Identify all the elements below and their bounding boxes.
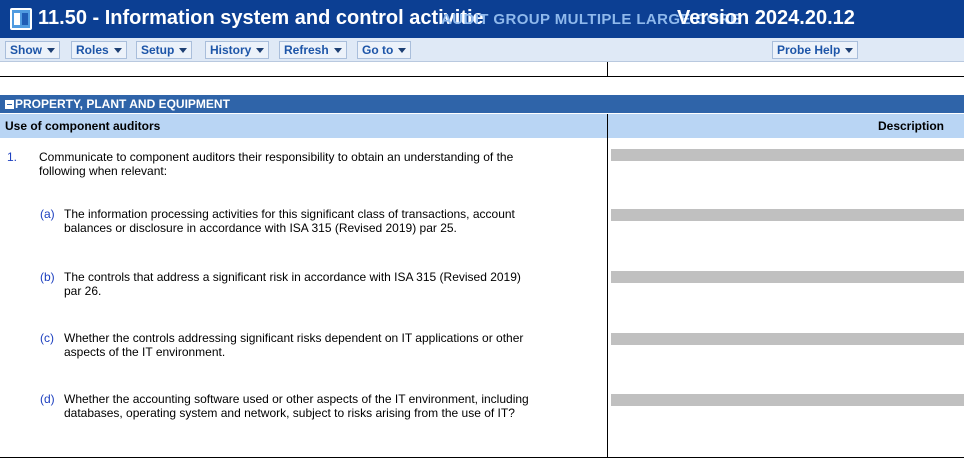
chevron-down-icon — [845, 48, 853, 53]
goto-menu-button[interactable] — [357, 41, 411, 59]
subitem-label: (b) — [40, 270, 55, 284]
collapse-icon[interactable] — [5, 100, 14, 109]
roles-menu-label: Roles — [76, 43, 109, 57]
subitem-label: (c) — [40, 331, 54, 345]
subitem-text-line: balances or disclosure in accordance with ISA 315 (Revised 2019) par 25. — [64, 221, 457, 235]
chevron-down-icon — [47, 48, 55, 53]
chevron-down-icon — [334, 48, 342, 53]
subitem-label: (a) — [40, 207, 55, 221]
app-icon[interactable] — [10, 8, 32, 30]
column-divider — [607, 62, 608, 77]
window-title: 11.50 - Information system and control activitie — [38, 7, 484, 29]
chevron-down-icon — [398, 48, 406, 53]
version-label: Version 2024.20.12 — [677, 7, 855, 29]
column-divider — [607, 114, 608, 138]
history-menu-label: History — [210, 43, 252, 57]
left-column-header: Use of component auditors — [5, 119, 161, 133]
subitem-text — [64, 207, 515, 235]
chevron-down-icon — [179, 48, 187, 53]
subitem-text — [64, 270, 521, 298]
column-divider — [607, 138, 608, 458]
subitem-text-line: Whether the controls addressing significant risks dependent on IT applications or other — [64, 331, 524, 345]
menu-bar — [0, 38, 964, 62]
section-title: PROPERTY, PLANT AND EQUIPMENT — [15, 97, 230, 111]
description-field[interactable] — [611, 394, 964, 406]
refresh-menu-label: Refresh — [284, 43, 329, 57]
description-field[interactable] — [611, 271, 964, 283]
probe-help-label: Probe Help — [777, 43, 841, 57]
subitem-text-line: par 26. — [64, 284, 102, 298]
subitem-text-line: Whether the accounting software used or other aspects of the IT environment, including — [64, 392, 529, 406]
previous-section-end — [0, 62, 964, 77]
item-number: 1. — [7, 150, 18, 164]
description-field[interactable] — [611, 333, 964, 345]
procedure-table — [0, 138, 964, 458]
goto-menu-label: Go to — [362, 43, 394, 57]
description-column-header: Description — [877, 119, 944, 133]
subitem-text-line: The information processing activities for this significant class of transactions, account — [64, 207, 515, 221]
subitem-text-line: The controls that address a significant risk in accordance with ISA 315 (Revised 2019) — [64, 270, 521, 284]
column-header-row — [0, 114, 964, 138]
section-header[interactable] — [0, 95, 964, 113]
chevron-down-icon — [256, 48, 264, 53]
item-text-line: Communicate to component auditors their responsibility to obtain an understanding of the — [39, 150, 514, 164]
subitem-text — [64, 392, 529, 420]
subitem-label: (d) — [40, 392, 55, 406]
item-text — [39, 150, 513, 178]
subitem-text-line: databases, operating system and network, subject to risks arising from the use of IT? — [64, 406, 515, 420]
title-bar — [0, 0, 964, 38]
setup-menu-button[interactable] — [136, 41, 192, 59]
roles-menu-button[interactable] — [71, 41, 127, 59]
item-text-line: following when relevant: — [39, 164, 168, 178]
description-field[interactable] — [611, 149, 964, 161]
subitem-text — [64, 331, 523, 359]
subitem-text-line: aspects of the IT environment. — [64, 345, 226, 359]
chevron-down-icon — [114, 48, 122, 53]
audit-type-label: AUDIT GROUP MULTIPLE LARGE CORE — [441, 11, 741, 28]
show-menu-label: Show — [10, 43, 42, 57]
probe-help-button[interactable] — [772, 41, 858, 59]
refresh-menu-button[interactable] — [279, 41, 347, 59]
description-field[interactable] — [611, 209, 964, 221]
show-menu-button[interactable] — [5, 41, 60, 59]
setup-menu-label: Setup — [141, 43, 175, 57]
history-menu-button[interactable] — [205, 41, 269, 59]
